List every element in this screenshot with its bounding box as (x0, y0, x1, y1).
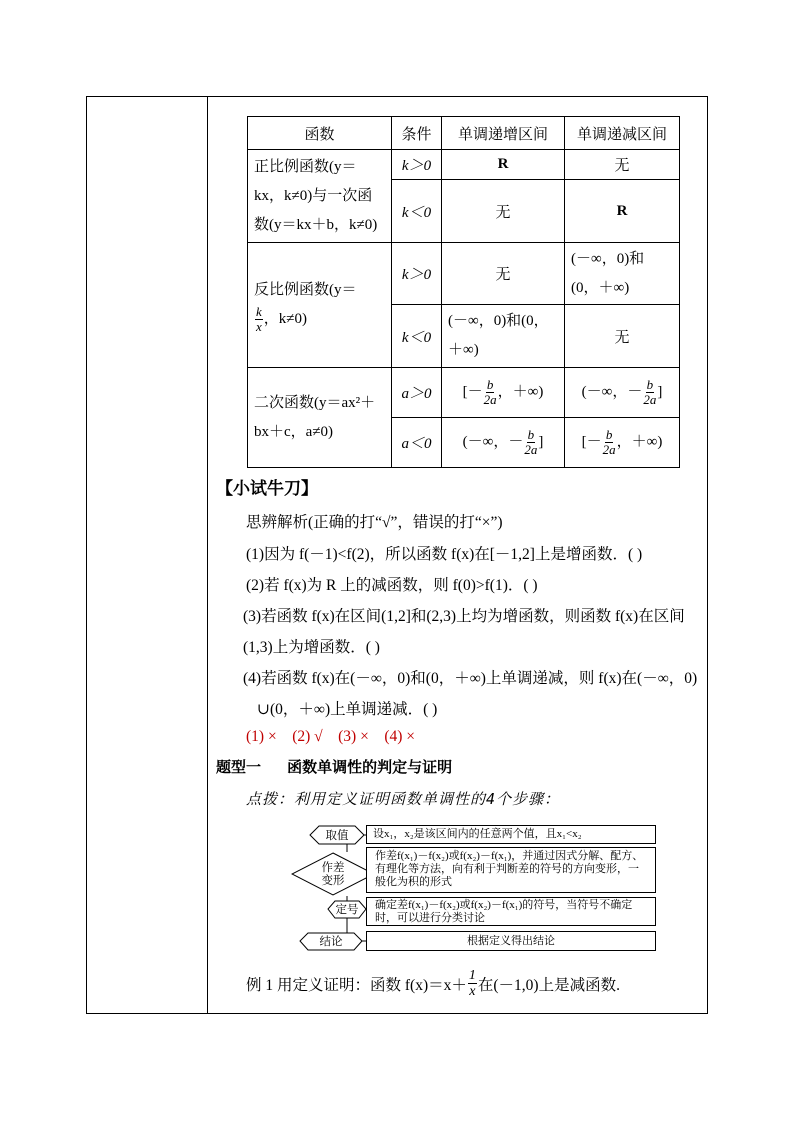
type1-tip: 点拨：利用定义证明函数单调性的4个步骤： (246, 790, 561, 808)
row3-cond-pos: a＞0 (392, 368, 442, 418)
question-2: (2)若 f(x)为 R 上的减函数，则 f(0)>f(1)．( ) (246, 577, 538, 594)
row2-function: 反比例函数(y＝ $\frac{k}{x}$ ，k≠0) (248, 243, 392, 368)
header-condition: 条件 (392, 117, 442, 150)
column-divider (207, 96, 208, 1014)
example-1: 例 1 用定义证明：函数 f(x)＝x＋ $\frac{1}{x}$ 在(－1,0)上是减函数. (246, 968, 620, 999)
row1-cond-pos: k＞0 (392, 150, 442, 180)
row1-inc-pos: R (442, 150, 565, 180)
row2-cond-neg: k＜0 (392, 305, 442, 368)
row3-dec-neg: [－ $\frac{b}{2a}$ ，＋∞) (565, 418, 680, 468)
row1-dec-pos: 无 (565, 150, 680, 180)
row2-dec-neg: 无 (565, 305, 680, 368)
row2-inc-pos: 无 (442, 243, 565, 305)
step-label-take-values: 取值 (309, 825, 365, 845)
header-increasing: 单调递增区间 (442, 117, 565, 150)
header-function: 函数 (248, 117, 392, 150)
row1-function: 正比例函数(y＝ kx，k≠0)与一次函 数(y＝kx＋b，k≠0) (248, 150, 392, 243)
step-label-difference-transform: 作差 变形 (291, 852, 375, 896)
row1-cond-neg: k＜0 (392, 180, 442, 243)
question-4-line1: (4)若函数 f(x)在(－∞，0)和(0，＋∞)上单调递减，则 f(x)在(－∞，0) (243, 670, 698, 687)
row2-inc-neg: (－∞，0)和(0， ＋∞) (442, 305, 565, 368)
step-desc-determine-sign: 确定差f(x₁)－f(x₂)或f(x₂)－f(x₁)的符号，当符号不确定时，可以进行分类讨论 (366, 897, 656, 926)
row3-function: 二次函数(y＝ax²＋ bx＋c，a≠0) (248, 368, 392, 468)
step-label-conclusion: 结论 (299, 932, 363, 951)
step-label-determine-sign: 定号 (327, 900, 367, 919)
monotonicity-table (247, 116, 680, 468)
step-desc-take-values: 设x₁，x₂是该区间内的任意两个值，且x₁<x₂ (366, 825, 656, 844)
row1-dec-neg: R (565, 180, 680, 243)
practice-intro: 思辨解析(正确的打“√”，错误的打“×”) (246, 514, 503, 531)
step-desc-conclusion: 根据定义得出结论 (366, 931, 656, 951)
proof-steps-flowchart (289, 822, 657, 956)
question-1: (1)因为 f(－1)<f(2)，所以函数 f(x)在[－1,2]上是增函数．( ) (246, 546, 643, 563)
row2-cond-pos: k＞0 (392, 243, 442, 305)
practice-title: 【小试牛刀】 (216, 479, 318, 499)
question-3-line1: (3)若函数 f(x)在区间(1,2]和(2,3)上均为增函数，则函数 f(x)在区间 (243, 608, 685, 625)
header-decreasing: 单调递减区间 (565, 117, 680, 150)
row1-inc-neg: 无 (442, 180, 565, 243)
row2-dec-pos: (－∞，0)和 (0，＋∞) (565, 243, 680, 305)
answer-key: (1) × (2) √ (3) × (4) × (246, 728, 416, 745)
step-desc-difference-transform: 作差f(x₁)－f(x₂)或f(x₂)－f(x₁)，并通过因式分解、配方、有理化等方法，向有利于判断差的符号的方向变形，一般化为积的形式 (366, 847, 656, 893)
row3-dec-pos: (－∞，－ $\frac{b}{2a}$ ] (565, 368, 680, 418)
question-4-line2: ∪(0，＋∞)上单调递减．( ) (257, 701, 438, 718)
type1-title: 题型一 函数单调性的判定与证明 (216, 758, 453, 776)
question-3-line2: (1,3)上为增函数．( ) (243, 639, 380, 656)
row3-inc-neg: (－∞，－ $\frac{b}{2a}$ ] (442, 418, 565, 468)
row3-cond-neg: a＜0 (392, 418, 442, 468)
row3-inc-pos: [－ $\frac{b}{2a}$ ，＋∞) (442, 368, 565, 418)
